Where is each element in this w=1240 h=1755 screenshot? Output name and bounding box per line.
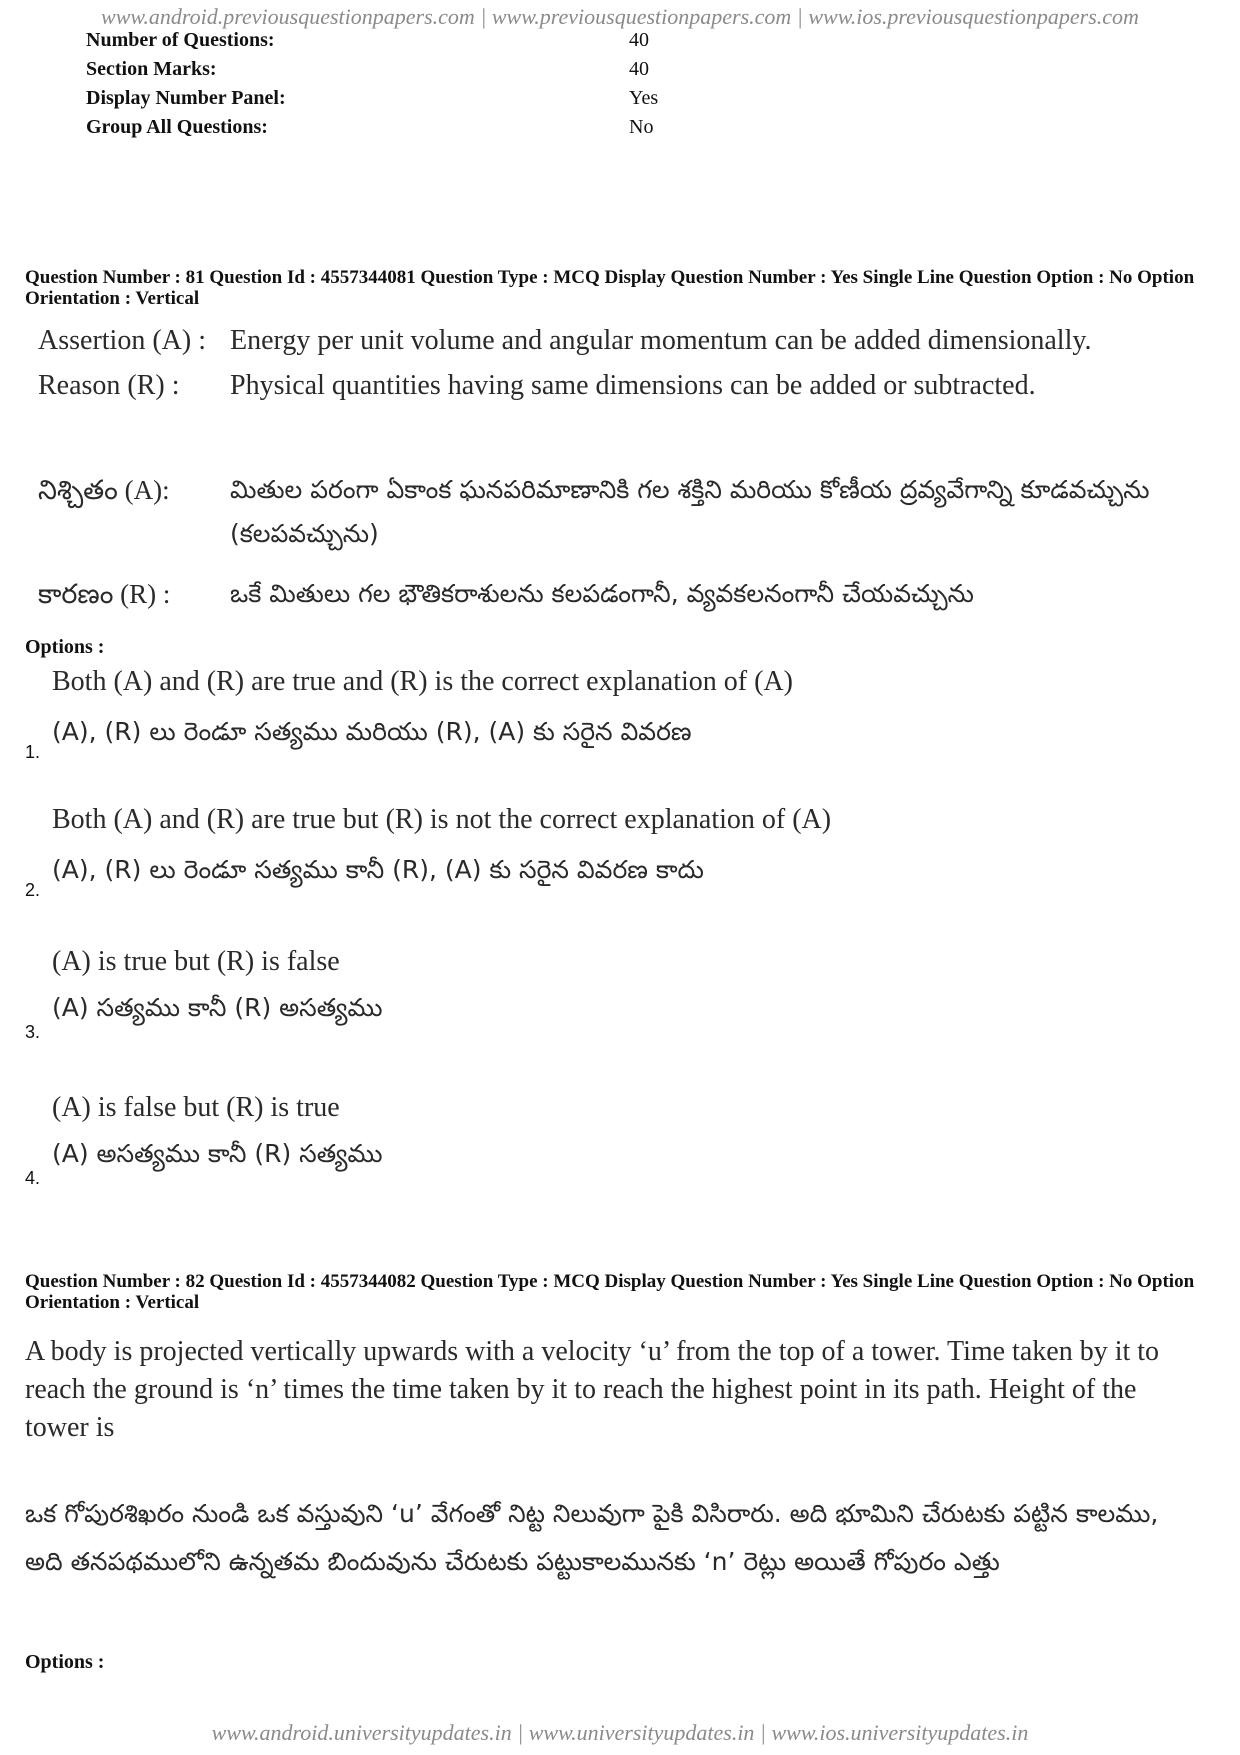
- reason-label-telugu: కారణం (R) :: [38, 579, 171, 609]
- options-label: Options :: [25, 1651, 105, 1673]
- option-text-english: (A) is false but (R) is true: [52, 1092, 340, 1123]
- reason-text: Physical quantities having same dimensions can be added or subtracted.: [230, 369, 1036, 401]
- option-text-english: (A) is true but (R) is false: [52, 946, 340, 977]
- option-number: 2.: [25, 880, 41, 900]
- option-3[interactable]: [25, 940, 1195, 1050]
- option-number: 1.: [25, 742, 41, 762]
- meta-label: Number of Questions:: [86, 29, 275, 51]
- option-2[interactable]: [25, 798, 1195, 908]
- watermark-top: www.android.previousquestionpapers.com | www.previousquestionpapers.com | www.ios.previousquestionpapers.com: [101, 4, 1139, 29]
- meta-label: Section Marks:: [86, 58, 217, 80]
- meta-row: [86, 26, 749, 55]
- assertion-reason-telugu: [38, 460, 1208, 624]
- assertion-text: Energy per unit volume and angular momentum can be added dimensionally.: [230, 324, 1092, 356]
- option-text-telugu: (A) అసత్యము కానీ (R) సత్యము: [52, 1139, 383, 1168]
- assertion-text-telugu: మితుల పరంగా ఏకాంక ఘనపరిమాణానికి గల శక్తిని మరియు కోణీయ ద్రవ్యవేగాన్ని కూడవచ్చును (కలపవచ్చును): [230, 475, 1150, 548]
- option-text-telugu: (A) సత్యము కానీ (R) అసత్యము: [52, 993, 383, 1022]
- option-number: 3.: [25, 1022, 41, 1042]
- question-82-header: Question Number : 82 Question Id : 4557344082 Question Type : MCQ Display Question Number : Yes Single Line Question Option : No Option Orientation : Vertical: [25, 1271, 1195, 1313]
- meta-value: No: [629, 116, 654, 138]
- options-label: Options :: [25, 636, 105, 658]
- option-4[interactable]: [25, 1086, 1195, 1196]
- watermark-bottom: www.android.universityupdates.in | www.universityupdates.in | www.ios.universityupdates.in: [211, 1720, 1029, 1745]
- meta-row: [86, 113, 749, 142]
- assertion-label-telugu: నిశ్చితం (A):: [38, 475, 170, 505]
- question-82-stem-english: A body is projected vertically upwards with a velocity ‘u’ from the top of a tower. Time taken by it to reach the ground is ‘n’ times the time taken by it to reach the highest point in its path. Height of the tower is: [25, 1336, 1160, 1443]
- meta-row: [86, 84, 749, 113]
- meta-row: [86, 55, 749, 84]
- meta-label: Group All Questions:: [86, 116, 268, 138]
- option-text-telugu: (A), (R) లు రెండూ సత్యము కానీ (R), (A) కు సరైన వివరణ కాదు: [52, 855, 704, 884]
- reason-text-telugu: ఒకే మితులు గల భౌతికరాశులను కలపడంగానీ, వ్యవకలనంగానీ చేయవచ్చును: [230, 579, 974, 608]
- question-81-header: Question Number : 81 Question Id : 4557344081 Question Type : MCQ Display Question Number : Yes Single Line Question Option : No Option Orientation : Vertical: [25, 267, 1195, 309]
- option-text-english: Both (A) and (R) are true and (R) is the correct explanation of (A): [52, 666, 793, 697]
- assertion-reason-english: [38, 318, 1208, 408]
- meta-label: Display Number Panel:: [86, 87, 286, 109]
- reason-label: Reason (R) :: [38, 369, 180, 401]
- assertion-label: Assertion (A) :: [38, 324, 206, 356]
- option-text-english: Both (A) and (R) are true but (R) is not the correct explanation of (A): [52, 804, 832, 835]
- question-82-stem-telugu: ఒక గోపురశిఖరం నుండి ఒక వస్తువుని ‘u’ వేగంతో నిట్ట నిలువుగా పైకి విసిరారు. అది భూమిని చేరుటకు పట్టిన కాలము, అది తనపథములోని ఉన్నతమ బిందువును చేరుటకు పట్టుకాలమునకు ‘n’ రెట్లు అయితే గోపురం ఎత్తు: [25, 1499, 1159, 1576]
- meta-value: Yes: [629, 87, 659, 109]
- section-meta: [86, 26, 749, 142]
- option-number: 4.: [25, 1168, 41, 1188]
- meta-value: 40: [629, 58, 649, 80]
- option-text-telugu: (A), (R) లు రెండూ సత్యము మరియు (R), (A) కు సరైన వివరణ: [52, 717, 692, 746]
- meta-value: 40: [629, 29, 649, 51]
- option-1[interactable]: [25, 660, 1195, 770]
